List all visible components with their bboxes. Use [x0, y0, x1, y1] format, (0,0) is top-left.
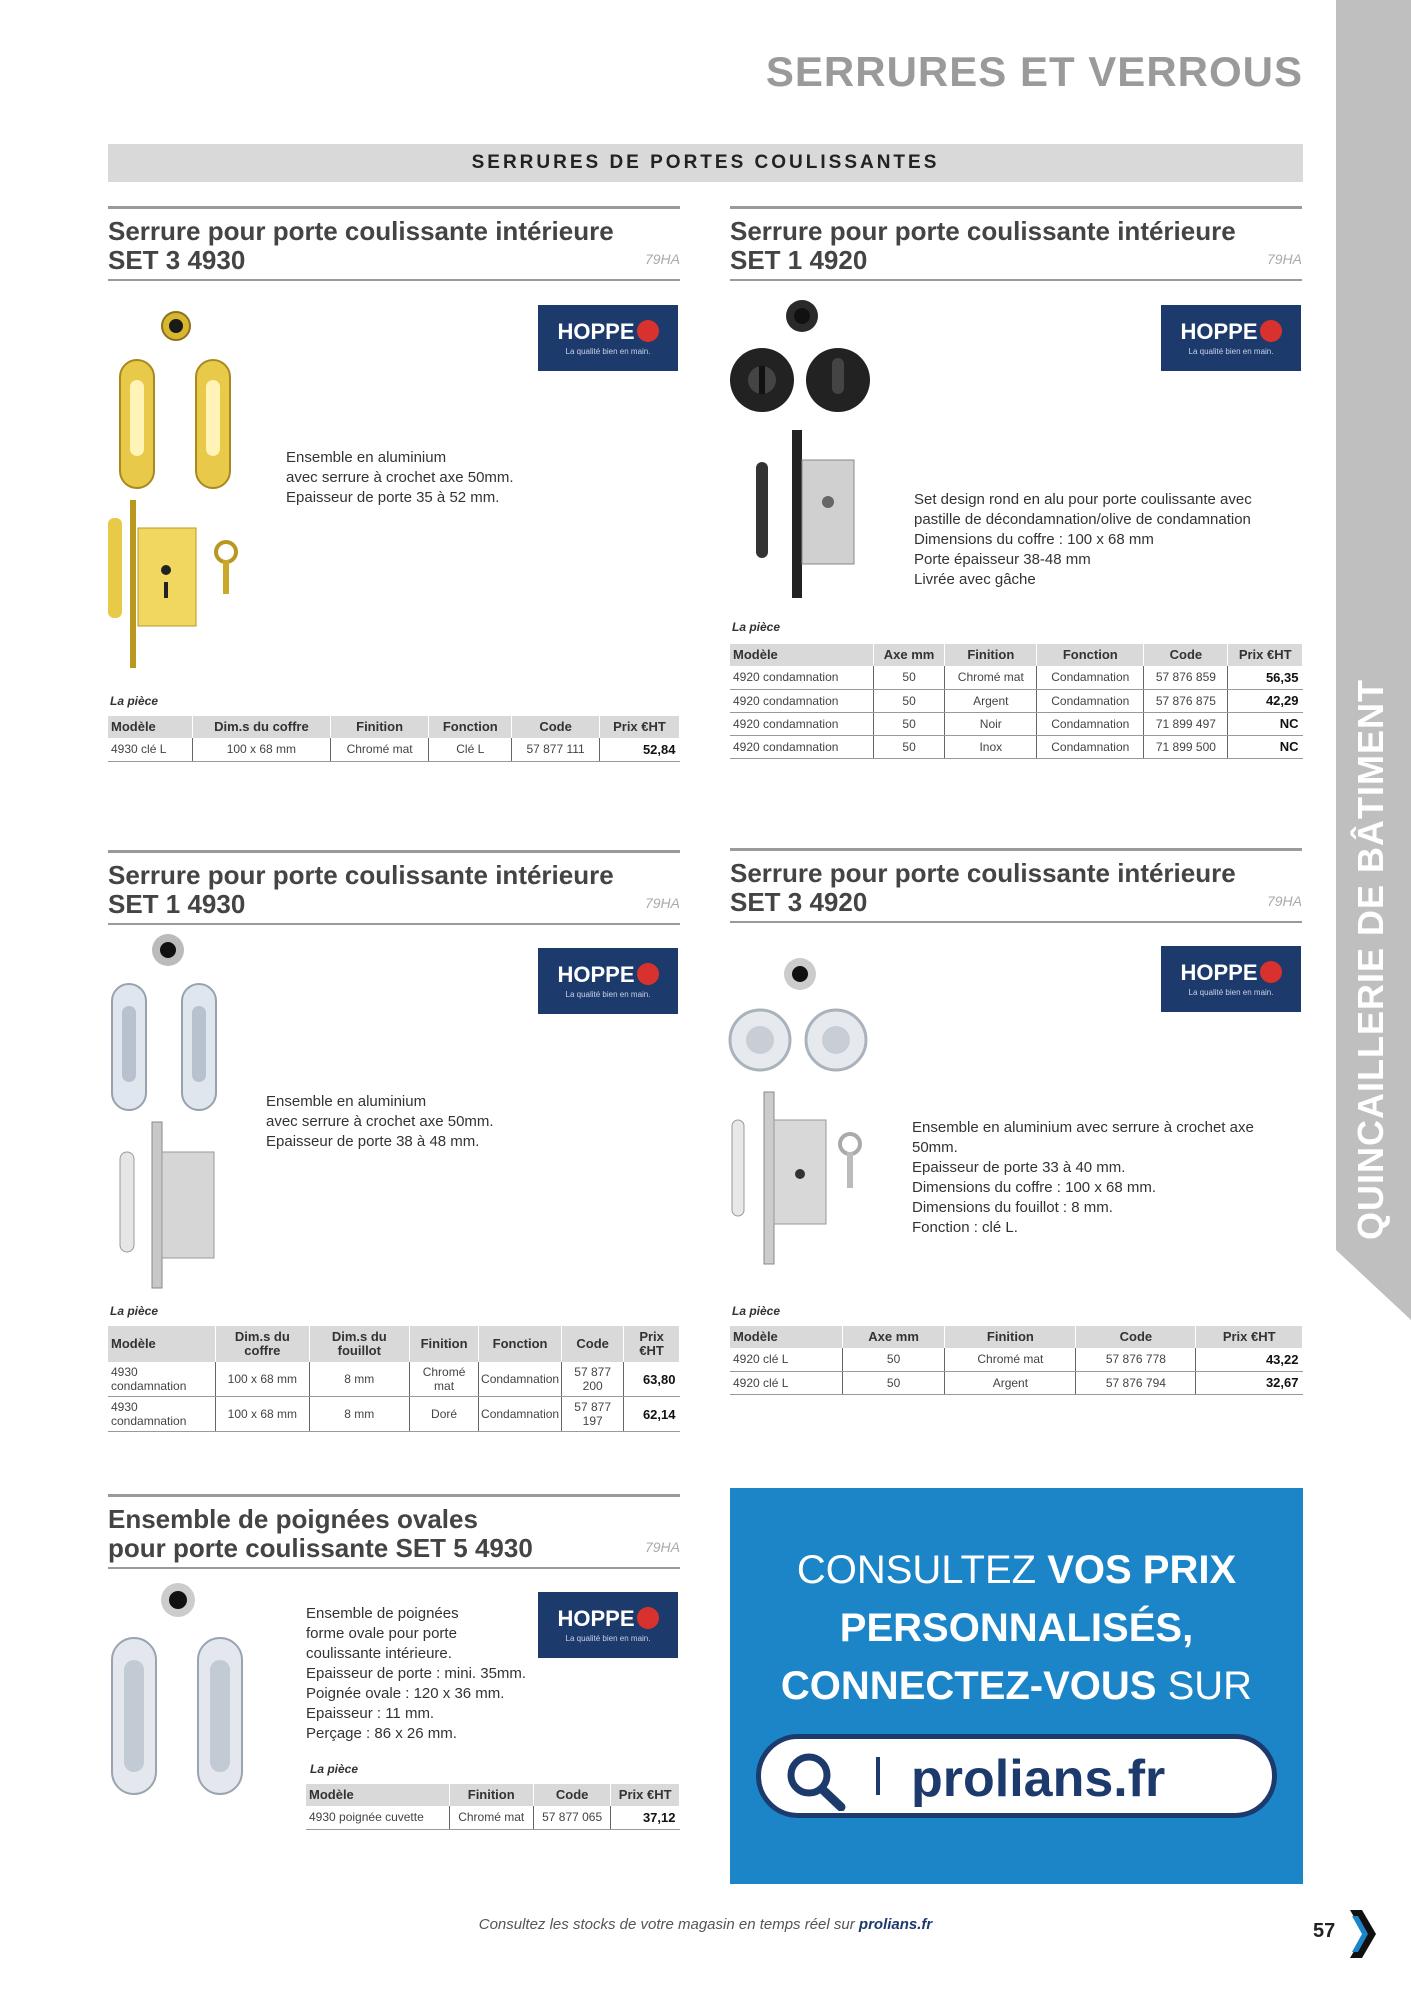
divider	[108, 923, 680, 925]
table-row: 4930 poignée cuvette Chromé mat 57 877 065 37,12	[306, 1806, 680, 1829]
footer-site-link[interactable]: prolians.fr	[858, 1916, 933, 1933]
divider	[108, 1567, 680, 1569]
divider	[108, 279, 680, 281]
price-table	[108, 1326, 680, 1432]
lock-set-chrome-image	[106, 930, 236, 1290]
hoppe-mark-icon	[1260, 961, 1282, 983]
product-ref: 79HA	[1266, 893, 1302, 909]
product-description: Ensemble en aluminium avec serrure à crochet axe 50mm. Epaisseur de porte 35 à 52 mm.	[286, 449, 514, 506]
oval-handles-image	[106, 1580, 256, 1802]
product-ref: 79HA	[1266, 251, 1302, 267]
unit-label: La pièce	[110, 694, 159, 708]
section-heading: SERRURES DE PORTES COULISSANTES	[108, 144, 1303, 182]
hoppe-logo: HOPPE La qualité bien en main.	[538, 948, 678, 1014]
lock-set-round-chrome-image	[728, 952, 878, 1268]
price-table	[730, 644, 1303, 759]
site-search-pill[interactable]	[756, 1734, 1277, 1818]
lock-set-gold-image	[106, 300, 256, 670]
chevron-right-icon	[1348, 1908, 1378, 1962]
product-title: Serrure pour porte coulissante intérieure SET 1 4930	[108, 860, 614, 919]
table-row: 4920 condamnation 50 Argent Condamnation 57 876 875 42,29	[730, 689, 1303, 712]
lock-set-black-image	[728, 296, 878, 601]
table-row: 4920 condamnation 50 Inox Condamnation 71 899 500 NC	[730, 735, 1303, 758]
product-title: Serrure pour porte coulissante intérieure SET 3 4930	[108, 216, 614, 275]
promo-line-3: CONNECTEZ-VOUS SUR	[780, 1664, 1253, 1708]
hoppe-logo: HOPPE La qualité bien en main.	[538, 1592, 678, 1658]
price-table	[108, 716, 680, 762]
table-row: 4930 condamnation 100 x 68 mm 8 mm Doré Condamnation 57 877 197 62,14	[108, 1397, 680, 1432]
divider	[730, 279, 1302, 281]
footer-note: Consultez les stocks de votre magasin en temps réel sur prolians.fr	[478, 1916, 933, 1933]
product-ref: 79HA	[644, 251, 680, 267]
product-title: Serrure pour porte coulissante intérieure SET 3 4920	[730, 858, 1236, 917]
product-description: Set design rond en alu pour porte coulissante avec pastille de décondamnation/olive de condamnation Dimensions du coffre : 100 x 68 mm Porte épaisseur 38-48 mm Livrée avec gâche	[914, 491, 1252, 588]
table-row: 4930 clé L 100 x 68 mm Chromé mat Clé L 57 877 111 52,84	[108, 738, 680, 761]
product-set5-4930	[108, 1494, 680, 1569]
divider	[730, 848, 1302, 851]
product-title: Ensemble de poignées ovales pour porte coulissante SET 5 4930	[108, 1504, 533, 1563]
table-header-row: Modèle Finition Code Prix €HT	[306, 1784, 680, 1806]
divider	[108, 1494, 680, 1497]
hoppe-logo: HOPPE La qualité bien en main.	[1161, 305, 1301, 371]
side-tab-label: QUINCAILLERIE DE BÂTIMENT	[1350, 679, 1391, 1240]
page-number: 57	[1313, 1920, 1336, 1942]
product-description: Ensemble en aluminium avec serrure à crochet axe 50mm. Epaisseur de porte 33 à 40 mm. Dimensions du coffre : 100 x 68 mm. Dimensions du fouillot : 8 mm. Fonction : clé L.	[912, 1119, 1254, 1236]
separator	[876, 1757, 880, 1795]
unit-label: La pièce	[732, 620, 781, 634]
table-row: 4920 condamnation 50 Chromé mat Condamnation 57 876 859 56,35	[730, 666, 1303, 689]
product-set1-4930	[108, 850, 680, 925]
divider	[108, 850, 680, 853]
divider	[108, 206, 680, 209]
table-header-row: Modèle Axe mm Finition Code Prix €HT	[730, 1326, 1303, 1348]
divider	[730, 921, 1302, 923]
hoppe-mark-icon	[637, 963, 659, 985]
hoppe-logo: HOPPE La qualité bien en main.	[538, 305, 678, 371]
product-description: Ensemble de poignées forme ovale pour porte coulissante intérieure. Epaisseur de porte : mini. 35mm. Poignée ovale : 120 x 36 mm. Epaisseur : 11 mm. Perçage : 86 x 26 mm.	[306, 1605, 527, 1742]
promo-line-1: CONSULTEZ VOS PRIX	[796, 1548, 1237, 1592]
price-table	[306, 1784, 680, 1830]
table-header-row: Modèle Dim.s du coffre Dim.s du fouillot Finition Fonction Code Prix €HT	[108, 1326, 680, 1362]
site-link[interactable]: prolians.fr	[911, 1750, 1166, 1808]
unit-label: La pièce	[732, 1304, 781, 1318]
table-row: 4920 condamnation 50 Noir Condamnation 71 899 497 NC	[730, 712, 1303, 735]
unit-label: La pièce	[110, 1304, 159, 1318]
table-row: 4920 clé L 50 Chromé mat 57 876 778 43,22	[730, 1348, 1303, 1371]
search-icon	[783, 1749, 853, 1811]
price-table	[730, 1326, 1303, 1395]
hoppe-mark-icon	[637, 320, 659, 342]
table-header-row: Modèle Axe mm Finition Fonction Code Prix €HT	[730, 644, 1303, 666]
unit-label: La pièce	[310, 1762, 359, 1776]
table-row: 4930 condamnation 100 x 68 mm 8 mm Chromé mat Condamnation 57 877 200 63,80	[108, 1362, 680, 1397]
table-row: 4920 clé L 50 Argent 57 876 794 32,67	[730, 1371, 1303, 1394]
divider	[730, 206, 1302, 209]
promo-banner[interactable]	[730, 1488, 1303, 1884]
product-set3-4920	[730, 848, 1302, 923]
hoppe-mark-icon	[637, 1607, 659, 1629]
table-header-row: Modèle Dim.s du coffre Finition Fonction Code Prix €HT	[108, 716, 680, 738]
hoppe-logo: HOPPE La qualité bien en main.	[1161, 946, 1301, 1012]
product-set3-4930	[108, 206, 680, 281]
product-description: Ensemble en aluminium avec serrure à crochet axe 50mm. Epaisseur de porte 38 à 48 mm.	[266, 1093, 494, 1150]
product-ref: 79HA	[644, 895, 680, 911]
product-ref: 79HA	[644, 1539, 680, 1555]
page-title: SERRURES ET VERROUS	[765, 48, 1303, 95]
promo-line-2: PERSONNALISÉS,	[839, 1606, 1194, 1650]
hoppe-mark-icon	[1260, 320, 1282, 342]
product-set1-4920	[730, 206, 1302, 281]
product-title: Serrure pour porte coulissante intérieure SET 1 4920	[730, 216, 1236, 275]
